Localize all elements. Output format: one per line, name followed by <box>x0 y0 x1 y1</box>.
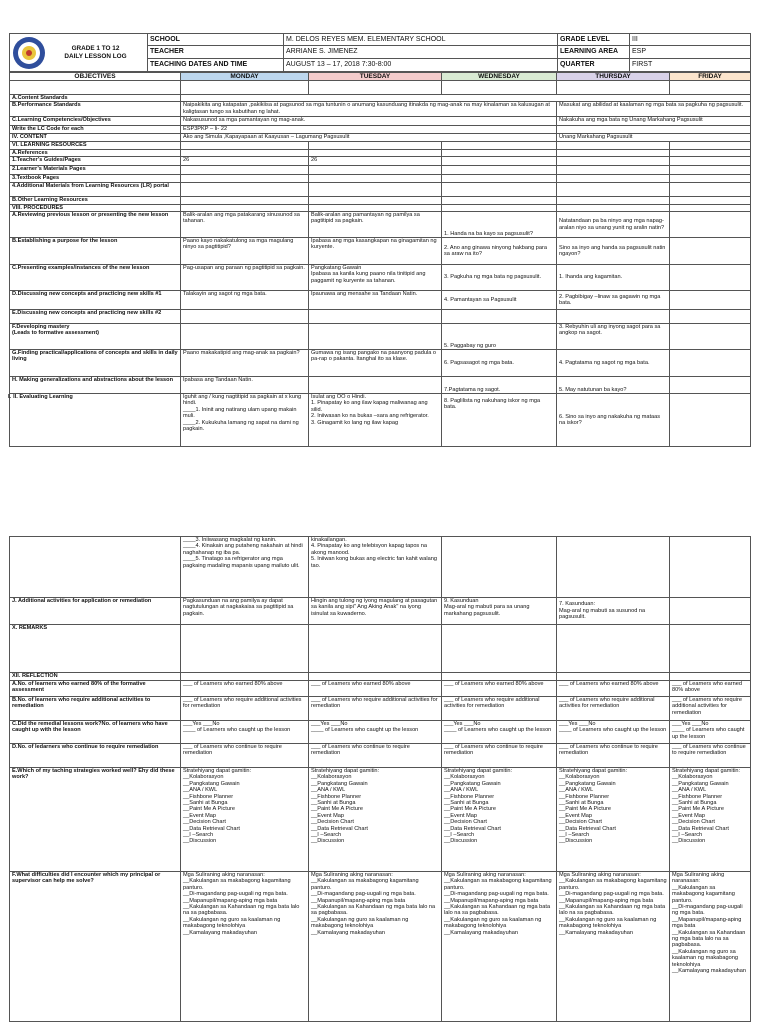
reflection-e-thu: Stratehiyang dapat gamitin: __Kolaborasyon __Pangkatang Gawain __ANA / KWL __Fishbone Planner __Sanhi at Bunga __Paint Me A Picture __Event Map __Decision Chart __Data Retrieval Chart __I –Search __Discussion <box>557 768 670 872</box>
additional-activities-tue: Hingin ang tulong ng iyong magulang at pasagutan sa kanila ang sipi" Ang Aking Anak" na iyong isinulat sa kuwaderno. <box>309 598 442 625</box>
remarks-heading: X. REMARKS <box>10 625 181 673</box>
content-thu-fri: Unang Markahang Pagsusulit <box>557 134 751 142</box>
reflection-c-fri: ___Yes ___No ____ of Learners who caught up the lesson <box>670 721 751 744</box>
performance-standards-thu-fri: Masukat ang abilidad at kaalaman ng mga bata sa pagkuha ng pagsusulit. <box>557 102 751 117</box>
reflection-b-mon: ___ of Learners who require additional activities for remediation <box>181 697 309 721</box>
performance-standards-label: B.Performance Standards <box>10 102 181 117</box>
reflection-a-wed: ___ of Learners who earned 80% above <box>442 681 557 697</box>
evaluating-label <box>10 394 181 447</box>
textbook-pages-label: 3.Textbook Pages <box>10 175 181 183</box>
title-cell <box>10 34 148 72</box>
other-resources-label: B.Other Learning Resources <box>10 197 181 204</box>
generalizations-wed: 7.Pagtatama ng sagot. <box>442 377 557 394</box>
additional-activities-label: J. Additional activities for application or remediation <box>10 598 181 625</box>
reflection-e-wed: Stratehiyang dapat gamitin: __Kolaborasyon __Pangkatang Gawain __ANA / KWL __Fishbone Planner __Sanhi at Bunga __Paint Me A Picture __Event Map __Decision Chart __Data Retrieval Chart __I –Search __Discussion <box>442 768 557 872</box>
reflection-a-tue: ___ of Learners who earned 80% above <box>309 681 442 697</box>
lesson-log-page-1 <box>9 33 750 447</box>
references-label: A.References <box>10 149 181 156</box>
applications-thu: 4. Pagtatama ng sagot ng mga bata. <box>557 350 670 377</box>
reflection-b-fri: ___ of Learners who require additional activities for remediation <box>670 697 751 721</box>
teacher-label: TEACHER <box>148 46 284 59</box>
generalizations-label: H. Making generalizations and abstractions about the lesson <box>10 377 181 394</box>
reflection-c-wed: ___Yes ___No ____ of Learners who caught up the lesson <box>442 721 557 744</box>
reflection-d-mon: ___ of Learners who continue to require remediation <box>181 744 309 768</box>
applications-label: G.Finding practical/applications of concepts and skills in daily living <box>10 350 181 377</box>
mastery-thu: 3. Rebyuhin uli ang inyong sagot para sa angkop na sagot. <box>557 324 670 350</box>
reflection-e-mon: Stratehiyang dapat gamitin: __Kolaborasyon __Pangkatang Gawain __ANA / KWL __Fishbone Planner __Sanhi at Bunga __Paint Me A Picture __Event Map __Decision Chart __Data Retrieval Chart __I –Search __Discussion <box>181 768 309 872</box>
quarter-value: FIRST <box>630 59 751 72</box>
reviewing-label: A.Reviewing previous lesson or presenting the new lesson <box>10 212 181 238</box>
wednesday-header: WEDNESDAY <box>442 73 557 81</box>
area-label: LEARNING AREA <box>558 46 630 59</box>
monday-header: MONDAY <box>181 73 309 81</box>
discussing-1-mon: Talakayin ang sagot ng mga bata. <box>181 291 309 310</box>
reflection-c-mon: ___Yes ___No ____ of Learners who caught up the lesson <box>181 721 309 744</box>
teachers-guide-label: 1.Teacher’s Guides/Pages <box>10 157 181 166</box>
mastery-wed: 5. Paggabay ng guro <box>442 324 557 350</box>
purpose-thu: Sino sa inyo ang handa sa pagsusulit natin ngayon? <box>557 238 670 265</box>
reflection-a-mon: ___ of Learners who earned 80% above <box>181 681 309 697</box>
discussing-1-label: D.Discussing new concepts and practicing new skills #1 <box>10 291 181 310</box>
additional-materials-label: 4.Additional Materials from Learning Resources (LR) portal <box>10 183 181 197</box>
reflection-f-tue: Mga Suliraning aking naranasan: __Kakulangan sa makabagong kagamitang panturo. __Di-magandang pag-uugali ng mga bata. __Mapanupil/mapang-aping mga bata __Kakulangan sa Kahandaan ng mga bata lalo na sa pagbabasa. __Kakulangan ng guro sa kaalaman ng makabagong teknolohiya __Kamalayang makadayuhan <box>309 872 442 1022</box>
generalizations-mon: Ipabasa ang Tandaan Natin. <box>181 377 309 394</box>
reflection-b-tue: ___ of Learners who require additional activities for remediation <box>309 697 442 721</box>
reflection-b-wed: ___ of Learners who require additional activities for remediation <box>442 697 557 721</box>
learners-materials-label: 2.Learner’s Materials Pages <box>10 166 181 175</box>
generalizations-thu: 5. May natutunan ba kayo? <box>557 377 670 394</box>
teachers-guide-mon: 26 <box>181 157 309 166</box>
reflection-c-label: C.Did the remedial lessons work?No. of learners who have caught up with the lesson <box>10 721 181 744</box>
teacher-value: ARRIANE S. JIMENEZ <box>284 46 558 59</box>
reflection-d-thu: ___ of Learners who continue to require remediation <box>557 744 670 768</box>
reviewing-wed: 1. Handa na ba kayo sa pagsusulit? <box>442 212 557 238</box>
discussing-1-tue: Ipaunawa ang mensahe sa Tandaan Natin. <box>309 291 442 310</box>
objectives-header: OBJECTIVES <box>10 73 181 81</box>
purpose-tue: Ipabasa ang mga kasangkapan na ginagamitan ng kuryente. <box>309 238 442 265</box>
reflection-e-tue: Stratehiyang dapat gamitin: __Kolaborasyon __Pangkatang Gawain __ANA / KWL __Fishbone Planner __Sanhi at Bunga __Paint Me A Picture __Event Map __Decision Chart __Data Retrieval Chart __I –Search __Discussion <box>309 768 442 872</box>
lc-code-label: Write the LC Code for each <box>10 126 181 134</box>
discussing-1-wed: 4. Pamantayan sa Pagsusulit <box>442 291 557 310</box>
reflection-b-thu: ___ of Learners who require additional activities for remediation <box>557 697 670 721</box>
evaluating-tue-cont: kinakailangan. 4. Pinapatay ko ang telebisyon kapag tapos na akong manood. 5. Iniiwan kong bukas ang electric fan kahit walang tao. <box>309 537 442 598</box>
evaluating-thu: 6. Sino sa inyo ang nakakuha ng mataas na iskor? <box>557 394 670 447</box>
reflection-a-thu: ___ of Learners who earned 80% above <box>557 681 670 697</box>
reflection-f-thu: Mga Suliraning aking naranasan: __Kakulangan sa makabagong kagamitang panturo. __Di-magandang pag-uugali ng mga bata. __Mapanupil/mapang-aping mga bata __Kakulangan sa Kahandaan ng mga bata lalo na sa pagbabasa. __Kakulangan ng guro sa kaalaman ng makabagong teknolohiya __Kamalayang makadayuhan <box>557 872 670 1022</box>
reflection-f-label: F.What difficulties did I encounter which my principal or supervisor can help me solve? <box>10 872 181 1022</box>
additional-activities-mon: Pagkasunduan na ang pamilya ay dapat nagtutulungan at nagkakaisa sa pagtitipid sa pagkain. <box>181 598 309 625</box>
reflection-e-label: E.Which of my taching strategies worked well? Ehy did these work? <box>10 768 181 872</box>
presenting-tue: Pangkatang Gawain Ipabasa sa kanila kung paano nila tinitipid ang paggamit ng kuryente sa tahanan. <box>309 265 442 291</box>
evaluating-mon: Iguhit ang / kung nagtitipid sa pagkain at x kung hindi. ____1. Ininit ang natirang ulam upang makain muli. ____2. Kukukuha lamang ng sapat na dami ng pagkain. <box>181 394 309 447</box>
reflection-d-fri: ___ of Learners who continue to require remediation <box>670 744 751 768</box>
purpose-label: B.Establishing a purpose for the lesson <box>10 238 181 265</box>
quarter-label: QUARTER <box>558 59 630 72</box>
content-standards-label: A.Content Standards <box>10 95 181 102</box>
reviewing-tue: Balik-aralan ang pamantayan ng pamilya sa pagtitipid sa pagkain. <box>309 212 442 238</box>
lesson-table <box>9 72 751 447</box>
content-mon-wed: Ako ang Simula ,Kapayapaan at Kaayusan – Lagumang Pagsusulit <box>181 134 557 142</box>
presenting-wed: 3. Pagkuha ng mga bata ng pagsusulit. <box>442 265 557 291</box>
evaluating-mark: I. <box>8 394 12 401</box>
competencies-mon-wed: Nakasusunod sa mga pamantayan ng mag-anak. <box>181 117 557 126</box>
lc-code-mon-wed: ESP3PKP – Ii- 22 <box>181 126 557 134</box>
evaluating-wed: 8. Paglilista ng nakuhang iskor ng mga bata. <box>442 394 557 447</box>
teachers-guide-tue: 26 <box>309 157 442 166</box>
lesson-table-continued <box>9 536 751 1022</box>
discussing-1-thu: 2. Pagbibigay –linaw sa gagawin ng mga bata. <box>557 291 670 310</box>
dates-label: TEACHING DATES AND TIME <box>148 59 284 72</box>
school-label: SCHOOL <box>148 34 284 46</box>
reflection-f-wed: Mga Suliraning aking naranasan: __Kakulangan sa makabagong kagamitang panturo. __Di-magandang pag-uugali ng mga bata. __Mapanupil/mapang-aping mga bata __Kakulangan sa Kahandaan ng mga bata lalo na sa pagbabasa. __Kakulangan ng guro sa kaalaman ng makabagong teknolohiya __Kamalayang makadayuhan <box>442 872 557 1022</box>
reviewing-thu: Natatandaan pa ba ninyo ang mga napag-aralan niyo sa unang yunit ng aralin natin? <box>557 212 670 238</box>
presenting-thu: 1. Ihanda ang kagamitan. <box>557 265 670 291</box>
mastery-label: F.Developing mastery (Leads to formative assessment) <box>10 324 181 350</box>
lesson-log-page-2 <box>9 536 750 1022</box>
purpose-wed: 2. Ano ang ginawa ninyong hakbang para sa araw na ito? <box>442 238 557 265</box>
reflection-c-thu: ___Yes ___No ____ of Learners who caught up the lesson <box>557 721 670 744</box>
reflection-c-tue: ___Yes ___No ____ of Learners who caught up the lesson <box>309 721 442 744</box>
additional-activities-thu: 7. Kasunduan: Mag-aral ng mabuti sa susunod na pagsusulit. <box>557 598 670 625</box>
evaluating-text: II. Evaluating Learning <box>13 394 73 401</box>
log-title: GRADE 1 TO 12 DAILY LESSON LOG <box>64 45 127 60</box>
reflection-e-fri: Stratehiyang dapat gamitin: __Kolaborasyon __Pangkatang Gawain __ANA / KWL __Fishbone Planner __Sanhi at Bunga __Paint Me A Picture __Event Map __Decision Chart __Data Retrieval Chart __I –Search __Discussion <box>670 768 751 872</box>
reflection-f-fri: Mga Suliraning aking naranasan: __Kakulangan sa makabagong kagamitang panturo. __Di-magandang pag-uugali ng mga bata. __Mapanupil/mapang-aping mga bata __Kakulangan sa Kahandaan ng mga bata lalo na sa pagbabasa. __Kakulangan ng guro sa kaalaman ng makabagong teknolohiya __Kamalayang makadayuhan <box>670 872 751 1022</box>
thursday-header: THURSDAY <box>557 73 670 81</box>
learning-resources-heading: VI. LEARNING RESOURCES <box>10 142 181 149</box>
applications-tue: Gumawa ng isang pangako na paanyong padula o pa-rap o pakanta. Itanghal ito sa klase. <box>309 350 442 377</box>
procedures-heading: VIII. PROCEDURES <box>10 204 181 211</box>
presenting-mon: Pag-usapan ang paraan ng pagtitipid sa pagkain. <box>181 265 309 291</box>
presenting-label: C.Presenting examples/instances of the new lesson <box>10 265 181 291</box>
reflection-b-label: B.No. of learners who require additional activities to remediation <box>10 697 181 721</box>
content-heading: IV. CONTENT <box>10 134 181 142</box>
dates-value: AUGUST 13 – 17, 2018 7:30-8:00 <box>284 59 558 72</box>
evaluating-tue: Isulat ang OO o Hindi. 1. Pinapatay ko ang ilaw kapag maliwanag ang silid. 2. Iniiwasan ko na bukas –sara ang refrigerator. 3. Ginagamit ko lang ng ilaw kapag <box>309 394 442 447</box>
competencies-label: C.Learning Competencies/Objectives <box>10 117 181 126</box>
friday-header: FRIDAY <box>670 73 751 81</box>
performance-standards-mon-wed: Naipakikita ang katapatan ,pakikiisa at pagsunod sa mga tuntunin o anumang kasunduang itinakda ng mag-anak na may kinalaman sa kalusugan at kaligtasan tungo sa kabutihan ng lahat. <box>181 102 557 117</box>
deped-seal-icon <box>12 36 46 70</box>
competencies-thu-fri: Nakakuha ang mga bata ng Unang Markahang Pagsusulit <box>557 117 751 126</box>
reviewing-mon: Balik-aralan ang mga patakarang sinusunod sa tahanan. <box>181 212 309 238</box>
discussing-2-label: E.Discussing new concepts and practicing new skills #2 <box>10 310 181 324</box>
grade-value: III <box>630 34 751 46</box>
grade-label: GRADE LEVEL <box>558 34 630 46</box>
purpose-mon: Paano kayo nakakatulong sa mga magulang ninyo sa pagtitipid? <box>181 238 309 265</box>
reflection-d-label: D.No. of ledarners who continue to require remediation <box>10 744 181 768</box>
additional-activities-wed: 9. Kasunduan Mag-aral ng mabuti para sa unang markahang pagsusulit. <box>442 598 557 625</box>
reflection-d-tue: ___ of Learners who continue to require remediation <box>309 744 442 768</box>
reflection-d-wed: ___ of Learners who continue to require remediation <box>442 744 557 768</box>
applications-wed: 6. Pagsasagot ng mga bata. <box>442 350 557 377</box>
reflection-a-fri: ___ of Learners who earned 80% above <box>670 681 751 697</box>
reflection-a-label: A.No. of learners who earned 80% of the formative assessment <box>10 681 181 697</box>
evaluating-mon-cont: ____3. Iniiwasang magkalat ng kanin. ____4. Kinakain ang putaheng nakahain at hindi naghahanap ng iba pa. ____5. Tinatago sa refrigerator ang mga pagkaing madaling mapanis upang mailuto ulit. <box>181 537 309 598</box>
area-value: ESP <box>630 46 751 59</box>
tuesday-header: TUESDAY <box>309 73 442 81</box>
applications-mon: Paano makakatipid ang mag-anak sa pagkain? <box>181 350 309 377</box>
school-value: M. DELOS REYES MEM. ELEMENTARY SCHOOL <box>284 34 558 46</box>
reflection-f-mon: Mga Suliraning aking naranasan: __Kakulangan sa makabagong kagamitang panturo. __Di-magandang pag-uugali ng mga bata. __Mapanupil/mapang-aping mga bata __Kakulangan sa Kahandaan ng mga bata lalo na sa pagbabasa. __Kakulangan ng guro sa kaalaman ng makabagong teknolohiya __Kamalayang makadayuhan <box>181 872 309 1022</box>
reflection-heading: XII. REFLECTION <box>10 673 181 681</box>
header-table <box>9 33 751 72</box>
